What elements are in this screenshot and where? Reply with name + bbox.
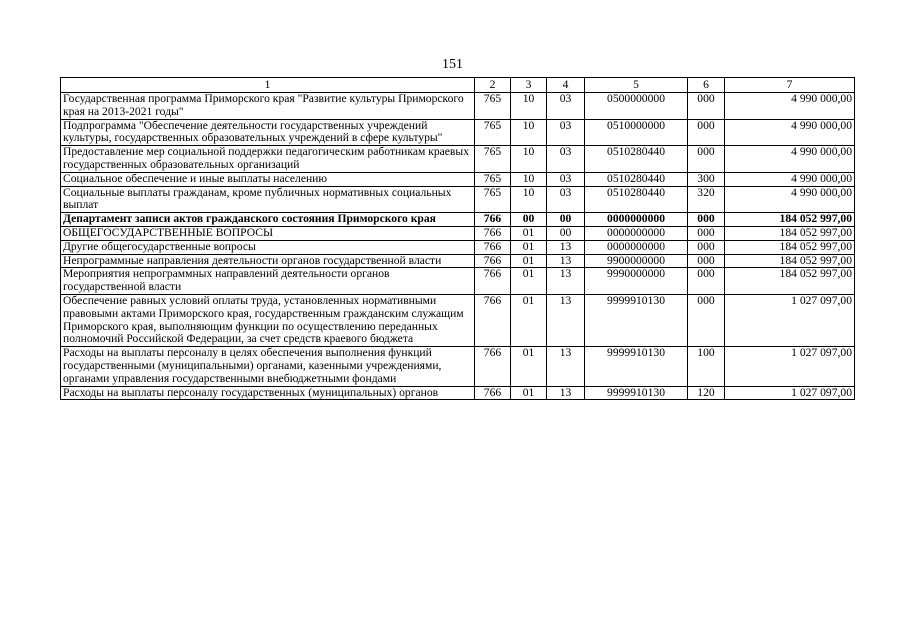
row-name-cell: Предоставление мер социальной поддержки педагогическим работникам краевых государственных образовательных организаций xyxy=(61,146,475,173)
row-expense-type-cell: 000 xyxy=(688,226,725,240)
row-section-cell: 01 xyxy=(511,386,547,400)
row-name-cell: Подпрограмма "Обеспечение деятельности государственных учреждений культуры, государственных образовательных учреждений в сфере культуры" xyxy=(61,119,475,146)
row-expense-type-cell: 000 xyxy=(688,240,725,254)
row-subsection-cell: 13 xyxy=(547,268,585,295)
table-row xyxy=(61,172,855,186)
row-target-article-cell: 0510280440 xyxy=(585,186,688,213)
row-name-cell: ОБЩЕГОСУДАРСТВЕННЫЕ ВОПРОСЫ xyxy=(61,226,475,240)
row-subsection-cell: 00 xyxy=(547,226,585,240)
row-section-cell: 10 xyxy=(511,93,547,120)
row-target-article-cell: 0000000000 xyxy=(585,226,688,240)
row-section-cell: 10 xyxy=(511,172,547,186)
table-row xyxy=(61,294,855,346)
column-header: 1 xyxy=(61,78,475,93)
row-amount-cell: 1 027 097,00 xyxy=(725,347,855,386)
row-target-article-cell: 0000000000 xyxy=(585,240,688,254)
row-amount-cell: 4 990 000,00 xyxy=(725,186,855,213)
table-row xyxy=(61,268,855,295)
row-amount-cell: 184 052 997,00 xyxy=(725,226,855,240)
row-section-cell: 01 xyxy=(511,294,547,346)
column-header: 7 xyxy=(725,78,855,93)
table-row xyxy=(61,254,855,268)
row-section-cell: 10 xyxy=(511,146,547,173)
row-amount-cell: 184 052 997,00 xyxy=(725,240,855,254)
page-number: 151 xyxy=(442,57,463,72)
row-name-cell: Расходы на выплаты персоналу в целях обеспечения выполнения функций государственными (муниципальными) органами, казенными учреждениями, органами управления государственными внебюджетными фондами xyxy=(61,347,475,386)
row-section-cell: 10 xyxy=(511,119,547,146)
row-amount-cell: 1 027 097,00 xyxy=(725,294,855,346)
row-section-cell: 01 xyxy=(511,347,547,386)
row-name-cell: Мероприятия непрограммных направлений деятельности органов государственной власти xyxy=(61,268,475,295)
row-subsection-cell: 03 xyxy=(547,93,585,120)
row-expense-type-cell: 300 xyxy=(688,172,725,186)
row-amount-cell: 184 052 997,00 xyxy=(725,213,855,227)
row-subsection-cell: 13 xyxy=(547,347,585,386)
row-expense-type-cell: 000 xyxy=(688,146,725,173)
row-name-cell: Социальное обеспечение и иные выплаты населению xyxy=(61,172,475,186)
column-header: 5 xyxy=(585,78,688,93)
row-target-article-cell: 9999910130 xyxy=(585,347,688,386)
row-subsection-cell: 13 xyxy=(547,240,585,254)
row-target-article-cell: 0510280440 xyxy=(585,146,688,173)
row-name-cell: Расходы на выплаты персоналу государственных (муниципальных) органов xyxy=(61,386,475,400)
table-row xyxy=(61,347,855,386)
row-section-cell: 00 xyxy=(511,213,547,227)
row-expense-type-cell: 000 xyxy=(688,119,725,146)
row-subsection-cell: 00 xyxy=(547,213,585,227)
table-row xyxy=(61,119,855,146)
row-target-article-cell: 9999910130 xyxy=(585,386,688,400)
row-subsection-cell: 03 xyxy=(547,186,585,213)
row-amount-cell: 4 990 000,00 xyxy=(725,119,855,146)
row-expense-type-cell: 000 xyxy=(688,213,725,227)
row-subsection-cell: 13 xyxy=(547,386,585,400)
row-target-article-cell: 9900000000 xyxy=(585,254,688,268)
table-row xyxy=(61,240,855,254)
row-admin-code-cell: 765 xyxy=(475,146,511,173)
header-row xyxy=(61,78,855,93)
row-name-cell: Другие общегосударственные вопросы xyxy=(61,240,475,254)
row-admin-code-cell: 766 xyxy=(475,294,511,346)
row-expense-type-cell: 100 xyxy=(688,347,725,386)
row-admin-code-cell: 765 xyxy=(475,172,511,186)
row-expense-type-cell: 000 xyxy=(688,254,725,268)
row-expense-type-cell: 320 xyxy=(688,186,725,213)
row-admin-code-cell: 765 xyxy=(475,119,511,146)
table-row xyxy=(61,93,855,120)
row-name-cell: Обеспечение равных условий оплаты труда, установленных нормативными правовыми актами Приморского края, государственным гражданским служащим Приморского края, выполняющим функции по осуществлению переданных полномочий Российской Федерации, за счет средств краевого бюджета xyxy=(61,294,475,346)
row-admin-code-cell: 766 xyxy=(475,268,511,295)
table-row xyxy=(61,226,855,240)
row-amount-cell: 184 052 997,00 xyxy=(725,254,855,268)
row-section-cell: 01 xyxy=(511,254,547,268)
column-header: 6 xyxy=(688,78,725,93)
row-section-cell: 10 xyxy=(511,186,547,213)
row-amount-cell: 4 990 000,00 xyxy=(725,172,855,186)
row-amount-cell: 4 990 000,00 xyxy=(725,146,855,173)
row-amount-cell: 4 990 000,00 xyxy=(725,93,855,120)
row-subsection-cell: 03 xyxy=(547,146,585,173)
row-subsection-cell: 03 xyxy=(547,172,585,186)
row-target-article-cell: 0500000000 xyxy=(585,93,688,120)
row-expense-type-cell: 000 xyxy=(688,268,725,295)
row-admin-code-cell: 766 xyxy=(475,240,511,254)
row-target-article-cell: 9990000000 xyxy=(585,268,688,295)
table-row xyxy=(61,213,855,227)
row-subsection-cell: 13 xyxy=(547,254,585,268)
row-subsection-cell: 13 xyxy=(547,294,585,346)
row-admin-code-cell: 766 xyxy=(475,386,511,400)
row-amount-cell: 184 052 997,00 xyxy=(725,268,855,295)
row-subsection-cell: 03 xyxy=(547,119,585,146)
row-section-cell: 01 xyxy=(511,226,547,240)
budget-table xyxy=(60,77,855,400)
row-admin-code-cell: 765 xyxy=(475,186,511,213)
row-section-cell: 01 xyxy=(511,240,547,254)
table-row xyxy=(61,146,855,173)
column-header: 4 xyxy=(547,78,585,93)
row-target-article-cell: 0000000000 xyxy=(585,213,688,227)
row-expense-type-cell: 120 xyxy=(688,386,725,400)
table-body xyxy=(61,93,855,400)
row-name-cell: Департамент записи актов гражданского состояния Приморского края xyxy=(61,213,475,227)
row-target-article-cell: 9999910130 xyxy=(585,294,688,346)
row-name-cell: Непрограммные направления деятельности органов государственной власти xyxy=(61,254,475,268)
row-admin-code-cell: 766 xyxy=(475,254,511,268)
column-header: 2 xyxy=(475,78,511,93)
row-target-article-cell: 0510280440 xyxy=(585,172,688,186)
row-admin-code-cell: 766 xyxy=(475,226,511,240)
row-admin-code-cell: 766 xyxy=(475,213,511,227)
row-target-article-cell: 0510000000 xyxy=(585,119,688,146)
column-header: 3 xyxy=(511,78,547,93)
table-row xyxy=(61,386,855,400)
row-expense-type-cell: 000 xyxy=(688,294,725,346)
row-expense-type-cell: 000 xyxy=(688,93,725,120)
row-section-cell: 01 xyxy=(511,268,547,295)
row-name-cell: Социальные выплаты гражданам, кроме публичных нормативных социальных выплат xyxy=(61,186,475,213)
row-admin-code-cell: 766 xyxy=(475,347,511,386)
row-amount-cell: 1 027 097,00 xyxy=(725,386,855,400)
row-name-cell: Государственная программа Приморского края "Развитие культуры Приморского края на 2013-2021 годы" xyxy=(61,93,475,120)
table-row xyxy=(61,186,855,213)
row-admin-code-cell: 765 xyxy=(475,93,511,120)
